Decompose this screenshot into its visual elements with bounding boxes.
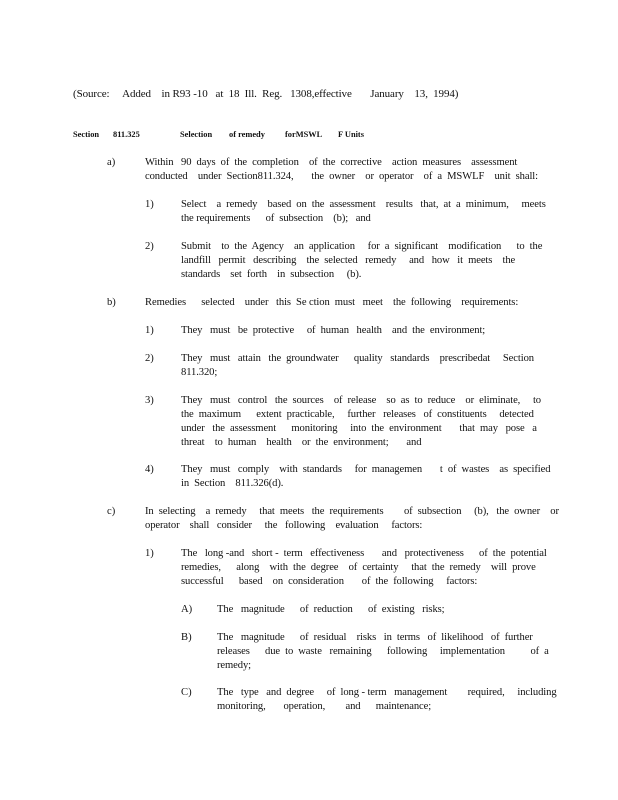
item-label: 1) xyxy=(145,548,154,559)
paragraph-line: remedy; xyxy=(217,660,252,671)
paragraph-line: The magnitude of reduction of existing risks; xyxy=(217,604,445,615)
factor-label: C) xyxy=(181,687,192,698)
item-label: 2) xyxy=(145,353,154,364)
paragraph-line: They must control the sources of release so as to reduce or eliminate, to xyxy=(181,395,541,406)
paragraph-line: 811.320; xyxy=(181,367,218,378)
paragraph-line: Within 90 days of the completion of the corrective action measures assessment xyxy=(145,157,518,168)
section-title-part: forMSWL xyxy=(285,130,323,139)
paragraph-line: threat to human health or the environment; and xyxy=(181,437,422,448)
paragraph-line: under the assessment monitoring into the environment that may pose a xyxy=(181,423,537,434)
section-title-part: of remedy xyxy=(229,130,265,139)
paragraph-line: They must comply with standards for managemen t of wastes as specified xyxy=(181,464,551,475)
paragraph-line: Remedies selected under this Se ction must meet the following requirements: xyxy=(145,297,519,308)
factor-label: B) xyxy=(181,632,192,643)
paragraph-line: monitoring, operation, and maintenance; xyxy=(217,701,432,712)
paragraph-line: in Section 811.326(d). xyxy=(181,478,284,489)
paragraph-line: remedies, along with the degree of certainty that the remedy will prove xyxy=(181,562,536,573)
subsection-label: b) xyxy=(107,297,116,308)
item-label: 2) xyxy=(145,241,154,252)
source-note: (Source: Added in R93 -10 at 18 Ill. Reg. 1308,effective January 13, 1994) xyxy=(73,88,459,100)
subsection-label: a) xyxy=(107,157,116,168)
factor-label: A) xyxy=(181,604,193,615)
item-label: 4) xyxy=(145,464,154,475)
item-label: 3) xyxy=(145,395,154,406)
section-number: 811.325 xyxy=(113,130,140,139)
paragraph-line: landfill permit describing the selected remedy and how it meets the xyxy=(181,255,516,266)
paragraph-line: They must attain the groundwater quality standards prescribedat Section xyxy=(181,353,534,364)
paragraph-line: conducted under Section811.324, the owner or operator of a MSWLF unit shall: xyxy=(145,171,538,182)
paragraph-line: Select a remedy based on the assessment results that, at a minimum, meets xyxy=(181,199,546,210)
paragraph-line: Submit to the Agency an application for a significant modification to the xyxy=(181,241,543,252)
paragraph-line: the maximum extent practicable, further releases of constituents detected xyxy=(181,409,534,420)
paragraph-line: The type and degree of long - term management required, including xyxy=(217,687,557,698)
section-title-part: Selection xyxy=(180,130,213,139)
paragraph-line: The magnitude of residual risks in terms of likelihood of further xyxy=(217,632,533,643)
section-label: Section xyxy=(73,130,100,139)
paragraph-line: the requirements of subsection (b); and xyxy=(181,213,371,224)
section-title-part: F Units xyxy=(338,130,364,139)
item-label: 1) xyxy=(145,325,154,336)
paragraph-line: successful based on consideration of the following factors: xyxy=(181,576,478,587)
subsection-label: c) xyxy=(107,506,116,517)
paragraph-line: releases due to waste remaining following implementation of a xyxy=(217,646,549,657)
paragraph-line: operator shall consider the following evaluation factors: xyxy=(145,520,423,531)
item-label: 1) xyxy=(145,199,154,210)
paragraph-line: They must be protective of human health and the environment; xyxy=(181,325,486,336)
paragraph-line: In selecting a remedy that meets the requirements of subsection (b), the owner or xyxy=(145,506,559,517)
paragraph-line: standards set forth in subsection (b). xyxy=(181,269,362,280)
paragraph-line: The long -and short - term effectiveness and protectiveness of the potential xyxy=(181,548,547,559)
